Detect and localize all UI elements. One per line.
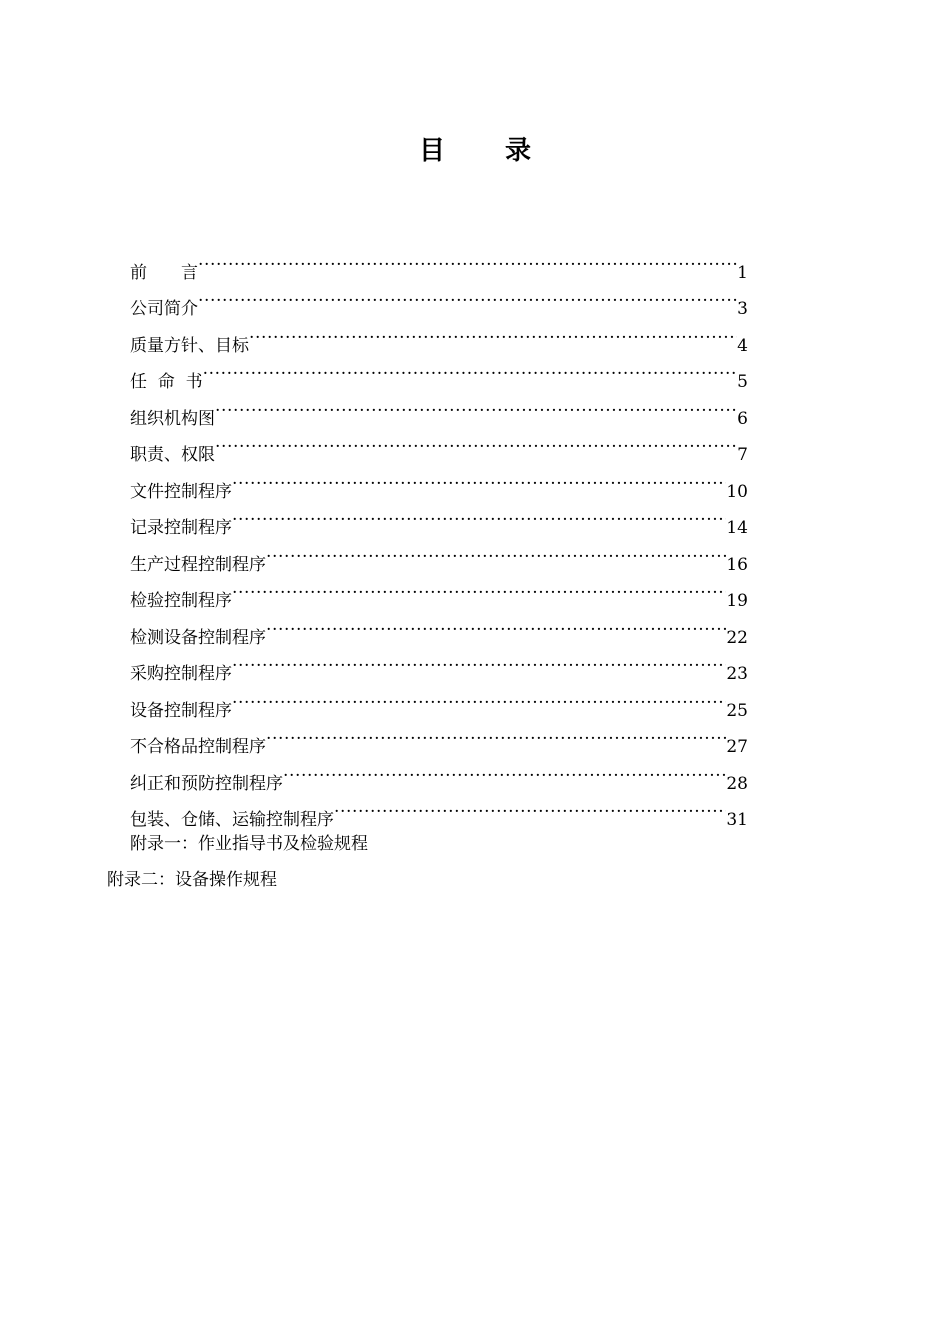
- toc-entry-label: 生产过程控制程序: [130, 554, 266, 575]
- toc-entry-page: 5: [737, 372, 748, 392]
- toc-dot-leader: [203, 351, 738, 388]
- title-char-1: 目: [418, 136, 445, 166]
- toc-dot-leader: [283, 752, 726, 789]
- toc-entry-page: 19: [726, 591, 748, 611]
- toc-entry[interactable]: [130, 278, 748, 319]
- toc-entry-label: 文件控制程序: [130, 481, 232, 502]
- toc-entry[interactable]: [130, 460, 748, 502]
- toc-entry-label: 检测设备控制程序: [130, 627, 266, 648]
- toc-entry-page: 1: [737, 262, 748, 283]
- title-char-2: 录: [505, 136, 532, 166]
- toc-dot-leader: [266, 716, 726, 753]
- toc-entry-page: 27: [726, 737, 748, 757]
- toc-entry[interactable]: [130, 351, 748, 392]
- toc-entry-page: 22: [726, 627, 748, 648]
- toc-entry[interactable]: [130, 241, 748, 283]
- toc-dot-leader: [198, 278, 737, 315]
- toc-dot-leader: [232, 570, 726, 607]
- toc-entry-label: 纠正和预防控制程序: [130, 773, 283, 794]
- toc-entry-label: 不合格品控制程序: [130, 737, 266, 757]
- page-title: [0, 132, 950, 170]
- toc-entry-label: 组织机构图: [130, 408, 215, 429]
- toc-entry-label: 记录控制程序: [130, 518, 232, 538]
- toc-dot-leader: [232, 643, 726, 680]
- toc-dot-leader: [232, 679, 726, 716]
- toc-entry[interactable]: [130, 314, 748, 356]
- toc-entry-page: 16: [726, 554, 748, 575]
- toc-entry-label: 设备控制程序: [130, 700, 232, 721]
- toc-dot-leader: [215, 387, 737, 424]
- toc-list: [130, 241, 748, 830]
- toc-entry-label: 前 言: [130, 262, 198, 283]
- toc-entry-page: 28: [726, 773, 748, 794]
- toc-dot-leader: [266, 533, 726, 570]
- toc-entry-page: 7: [737, 445, 748, 465]
- toc-dot-leader: [215, 424, 737, 461]
- toc-entry-page: 3: [737, 299, 748, 319]
- toc-dot-leader: [232, 497, 726, 534]
- toc-entry-label: 公司简介: [130, 299, 198, 319]
- toc-entry-page: 14: [726, 518, 748, 538]
- toc-entry-page: 4: [737, 335, 748, 356]
- toc-entry-page: 10: [726, 481, 748, 502]
- appendix-2-text: 附录二：设备操作规程: [107, 870, 277, 890]
- toc-dot-leader: [334, 789, 726, 826]
- toc-dot-leader: [266, 606, 726, 643]
- toc-entry-label: 包装、仓储、运输控制程序: [130, 810, 334, 830]
- appendix-1-text: 附录一：作业指导书及检验规程: [130, 834, 368, 854]
- toc-entry-label: 采购控制程序: [130, 664, 232, 684]
- toc-entry-page: 31: [726, 810, 748, 830]
- toc-dot-leader: [232, 460, 726, 497]
- toc-entry-page: 25: [726, 700, 748, 721]
- toc-entry[interactable]: [130, 424, 748, 465]
- toc-dot-leader: [249, 314, 737, 351]
- toc-entry-label: 任 命 书: [130, 372, 203, 392]
- toc-entry-label: 质量方针、目标: [130, 335, 249, 356]
- toc-dot-leader: [198, 241, 737, 278]
- toc-entry-label: 职责、权限: [130, 445, 215, 465]
- toc-entry-page: 23: [726, 664, 748, 684]
- toc-entry[interactable]: [130, 387, 748, 429]
- toc-entry-page: 6: [737, 408, 748, 429]
- toc-entry-label: 检验控制程序: [130, 591, 232, 611]
